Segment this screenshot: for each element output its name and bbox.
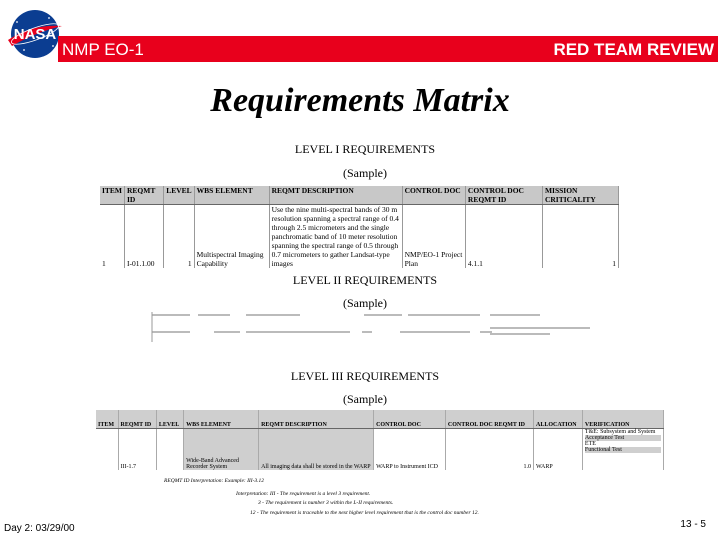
cell-level: 1 [164,205,194,269]
level2-heading: LEVEL II REQUIREMENTS [292,273,438,287]
col-control-doc-id: CONTROL DOC REQMT ID [465,186,542,205]
col-wbs: WBS ELEMENT [194,186,269,205]
level1-header-row [100,186,619,205]
cell-reqmt-id: III-1.7 [118,428,156,470]
level3-sample: (Sample) [343,392,387,406]
cell-wbs: Multispectral Imaging Capability [194,205,269,269]
col-description: REQMT DESCRIPTION [259,410,374,428]
verification-line: ETE [584,440,596,447]
cell-control-doc: NMP/EO-1 Project Plan [402,205,465,269]
cell-control-doc-id: 4.1.1 [465,205,542,269]
level2-sample: (Sample) [343,296,387,310]
verification-line: T&E: Subsystem and System [584,428,656,435]
cell-item: 1 [100,205,125,269]
col-item: ITEM [100,186,125,205]
col-item: ITEM [96,410,118,428]
level3-heading: LEVEL III REQUIREMENTS [290,369,440,383]
cell-control-doc-id: 1.0 [445,428,533,470]
level1-table [100,186,619,268]
level2-table-thumbnail [150,312,590,342]
interpretation-note: Interpretation: III - The requirement is a level 3 requirement. [236,491,371,497]
cell-description: All imaging data shall be stored in the WARP [259,428,374,470]
col-verification: VERIFICATION [582,410,663,428]
cell-control-doc: WARP to Instrument ICD [374,428,446,470]
cell-description: Use the nine multi-spectral bands of 30 m resolution spanning a spectral range of 0.4 through 2.5 micrometers and the single panchromatic band of 10 meter resolution spanning the spectral range of 0.5 through 0.7 micrometers to gather Landsat-type images [269,205,402,269]
col-allocation: ALLOCATION [534,410,583,428]
level3-table [96,410,664,470]
cell-reqmt-id: I-01.1.00 [125,205,164,269]
table-row [100,205,619,269]
mission-name: NMP EO-1 [62,40,144,59]
level1-sample: (Sample) [343,166,387,180]
verification-line: Acceptance Test [585,435,661,441]
verification-line: Functional Test [585,447,661,453]
col-level: LEVEL [164,186,194,205]
col-control-doc: CONTROL DOC [402,186,465,205]
col-control-doc-id: CONTROL DOC REQMT ID [445,410,533,428]
col-criticality: MISSION CRITICALITY [542,186,618,205]
col-description: REQMT DESCRIPTION [269,186,402,205]
page-title: Requirements Matrix [210,82,510,119]
col-wbs: WBS ELEMENT [184,410,259,428]
col-control-doc: CONTROL DOC [374,410,446,428]
nasa-logo-text: NASA [13,26,57,43]
reqmt-id-note: REQMT ID Interpretation: Example: III-3.12 [164,478,265,484]
level3-header-row [96,410,664,428]
page-number: 13 - 5 [680,519,706,530]
review-name: RED TEAM REVIEW [553,40,714,59]
col-reqmt-id: REQMT ID [118,410,156,428]
level1-heading: LEVEL I REQUIREMENTS [294,142,436,156]
cell-wbs: Wide-Band Advanced Recorder System [184,428,259,470]
cell-verification [582,428,663,470]
interpretation-note: 3 - The requirement is number 3 within the L-II requirements. [258,500,394,506]
col-reqmt-id: REQMT ID [125,186,164,205]
cell-criticality: 1 [542,205,618,269]
cell-allocation: WARP [534,428,583,470]
interpretation-note: 12 - The requirement is traceable to the next higher level requirement that is the control doc number 12. [250,510,479,516]
col-level: LEVEL [156,410,183,428]
footer-date: Day 2: 03/29/00 [4,523,75,534]
table-row [96,428,664,470]
